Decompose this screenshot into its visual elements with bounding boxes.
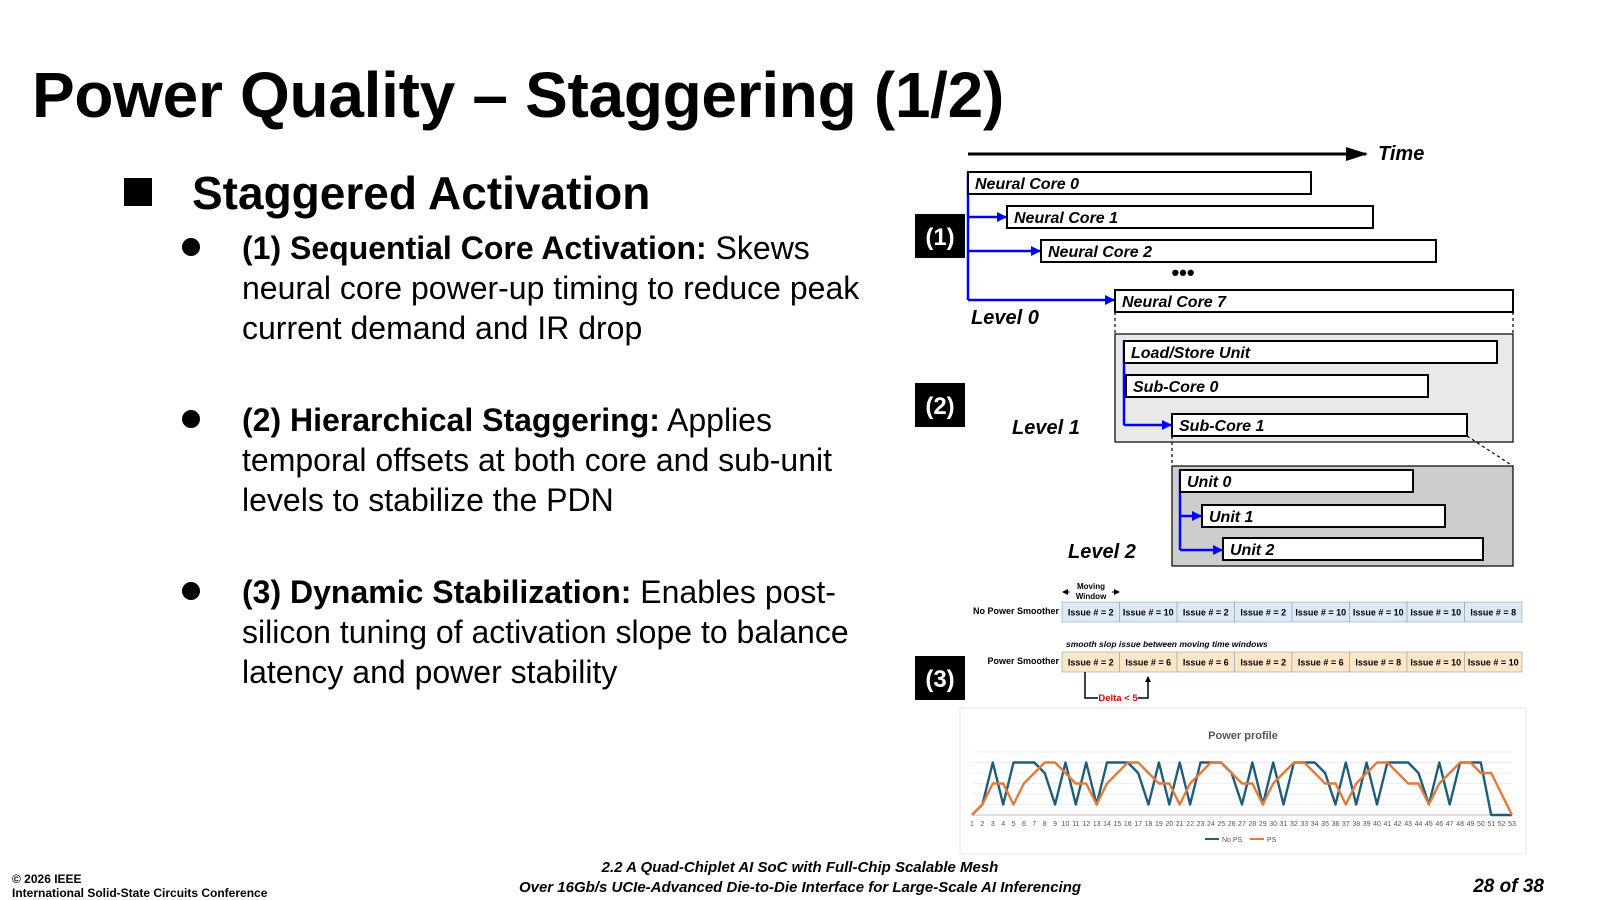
x-tick-label: 27: [1238, 821, 1246, 828]
no-ps-cell-label: Issue # = 2: [1182, 607, 1229, 618]
x-tick-label: 4: [1001, 821, 1006, 828]
legend-label: PS: [1267, 837, 1277, 844]
x-tick-label: 23: [1196, 821, 1205, 828]
x-tick-label: 7: [1032, 821, 1037, 828]
x-tick-label: 8: [1042, 821, 1047, 828]
x-tick-label: 26: [1227, 821, 1236, 828]
slope-note: smooth slop issue between moving time windows: [1066, 639, 1268, 649]
x-tick-label: 38: [1352, 821, 1361, 828]
x-tick-label: 32: [1290, 821, 1298, 828]
no-ps-row: [1062, 602, 1522, 622]
level-0-label: Level 0: [971, 307, 1039, 329]
legend-label: No PS: [1222, 837, 1243, 844]
x-tick-label: 37: [1341, 821, 1350, 828]
moving-window-label-2: Window: [1075, 592, 1107, 601]
ps-cell-label: Issue # = 6: [1297, 657, 1344, 668]
delta-bracket-left: [1085, 672, 1098, 698]
neural-core-7-label: Neural Core 7: [1122, 294, 1227, 311]
x-tick-label: 39: [1362, 821, 1371, 828]
x-tick-label: 49: [1466, 821, 1475, 828]
section-heading: Staggered Activation: [192, 167, 651, 219]
x-tick-label: 44: [1414, 821, 1423, 828]
talk-caption: [440, 858, 1160, 898]
unit-2-label: Unit 2: [1230, 542, 1275, 559]
x-tick-label: 31: [1279, 821, 1288, 828]
page-number: 28 of 38: [1473, 876, 1544, 897]
x-tick-label: 50: [1476, 821, 1485, 828]
bullet-1-bold: (1) Sequential Core Activation:: [242, 230, 707, 266]
ps-row: [1062, 652, 1522, 672]
bullet-3-bold: (3) Dynamic Stabilization:: [242, 574, 632, 610]
page-title: Power Quality – Staggering (1/2): [32, 59, 1004, 131]
x-tick-label: 29: [1258, 821, 1267, 828]
ps-row-label: Power Smoother: [987, 656, 1059, 666]
x-tick-label: 10: [1061, 821, 1070, 828]
sub-core-1-label: Sub-Core 1: [1179, 418, 1265, 435]
load-store-label: Load/Store Unit: [1131, 345, 1251, 362]
x-tick-label: 43: [1404, 821, 1413, 828]
unit-1-label: Unit 1: [1209, 509, 1254, 526]
ps-cell-label: Issue # = 6: [1182, 657, 1229, 668]
x-tick-label: 53: [1508, 821, 1516, 828]
tag-1: (1): [925, 224, 955, 251]
ps-cell-label: Issue # = 2: [1240, 657, 1287, 668]
chart-title: Power profile: [1208, 730, 1278, 742]
no-ps-cell-label: Issue # = 10: [1410, 607, 1462, 618]
x-tick-label: 41: [1383, 821, 1392, 828]
time-label: Time: [1378, 143, 1425, 165]
unit-0-label: Unit 0: [1187, 474, 1232, 491]
no-ps-cell-label: Issue # = 8: [1470, 607, 1517, 618]
no-ps-cell-label: Issue # = 10: [1122, 607, 1174, 618]
x-tick-label: 47: [1445, 821, 1454, 828]
x-tick-label: 17: [1134, 821, 1143, 828]
conference-name: International Solid-State Circuits Conference: [12, 886, 268, 900]
x-tick-label: 1: [970, 821, 974, 828]
ps-cell-label: Issue # = 6: [1125, 657, 1172, 668]
delta-bracket-right: [1138, 677, 1148, 698]
x-tick-label: 11: [1072, 821, 1080, 828]
bullet-2-body: Applies temporal offsets at both core and sub-unit levels to stabilize the PDN: [242, 402, 832, 518]
x-tick-label: 18: [1144, 821, 1153, 828]
ellipsis: •••: [1171, 260, 1195, 285]
x-tick-label: 36: [1331, 821, 1340, 828]
tag-2: (2): [925, 393, 955, 420]
x-tick-label: 22: [1186, 821, 1194, 828]
no-ps-cell-label: Issue # = 10: [1352, 607, 1404, 618]
x-tick-label: 25: [1217, 821, 1226, 828]
x-tick-label: 30: [1269, 821, 1278, 828]
bullet-2-bold: (2) Hierarchical Staggering:: [242, 402, 660, 438]
x-tick-label: 3: [990, 821, 995, 828]
x-tick-label: 24: [1206, 821, 1215, 828]
x-tick-label: 14: [1103, 821, 1111, 828]
x-tick-label: 34: [1310, 821, 1319, 828]
x-tick-label: 6: [1021, 821, 1026, 828]
ps-cell-label: Issue # = 2: [1067, 657, 1114, 668]
x-tick-label: 35: [1321, 821, 1329, 828]
x-tick-label: 13: [1092, 821, 1101, 828]
x-tick-label: 42: [1393, 821, 1402, 828]
x-tick-label: 45: [1425, 821, 1433, 828]
sub-core-0-label: Sub-Core 0: [1133, 379, 1219, 396]
no-ps-cell-label: Issue # = 2: [1067, 607, 1114, 618]
neural-core-2-label: Neural Core 2: [1048, 244, 1153, 261]
level-2-label: Level 2: [1068, 541, 1136, 563]
x-tick-label: 19: [1155, 821, 1163, 828]
x-tick-label: 21: [1175, 821, 1184, 828]
moving-window-label-1: Moving: [1077, 582, 1105, 591]
delta-label: Delta < 5: [1098, 693, 1138, 704]
caption-line-1: 2.2 A Quad-Chiplet AI SoC with Full-Chip Scalable Mesh: [601, 859, 999, 876]
x-tick-label: 5: [1011, 821, 1016, 828]
x-tick-label: 15: [1113, 821, 1122, 828]
neural-core-1-label: Neural Core 1: [1014, 210, 1119, 227]
ps-cell-label: Issue # = 10: [1410, 657, 1462, 668]
no-ps-row-label: No Power Smoother: [972, 606, 1059, 616]
bullet-3-body: Enables post-silicon tuning of activation slope to balance latency and power stability: [242, 574, 849, 690]
x-tick-label: 20: [1165, 821, 1174, 828]
x-tick-label: 46: [1435, 821, 1444, 828]
x-tick-label: 51: [1487, 821, 1496, 828]
tag-3: (3): [925, 666, 955, 693]
x-tick-label: 52: [1497, 821, 1506, 828]
bullet-1-body: Skews neural core power-up timing to reduce peak current demand and IR drop: [242, 230, 860, 346]
x-tick-label: 9: [1053, 821, 1058, 828]
no-ps-cell-label: Issue # = 2: [1240, 607, 1287, 618]
level-1-label: Level 1: [1012, 417, 1080, 439]
x-tick-label: 12: [1082, 821, 1091, 828]
x-tick-label: 16: [1123, 821, 1132, 828]
ps-cell-label: Issue # = 10: [1467, 657, 1519, 668]
x-tick-label: 2: [980, 821, 985, 828]
x-tick-label: 48: [1456, 821, 1464, 828]
copyright: © 2026 IEEE: [12, 872, 82, 886]
x-tick-label: 40: [1373, 821, 1381, 828]
neural-core-0-label: Neural Core 0: [975, 176, 1080, 193]
ps-cell-label: Issue # = 8: [1355, 657, 1402, 668]
no-ps-cell-label: Issue # = 10: [1295, 607, 1347, 618]
caption-line-2: Over 16Gb/s UCIe-Advanced Die-to-Die Interface for Large-Scale AI Inferencing: [518, 879, 1082, 896]
x-tick-label: 33: [1300, 821, 1309, 828]
x-tick-label: 28: [1248, 821, 1257, 828]
